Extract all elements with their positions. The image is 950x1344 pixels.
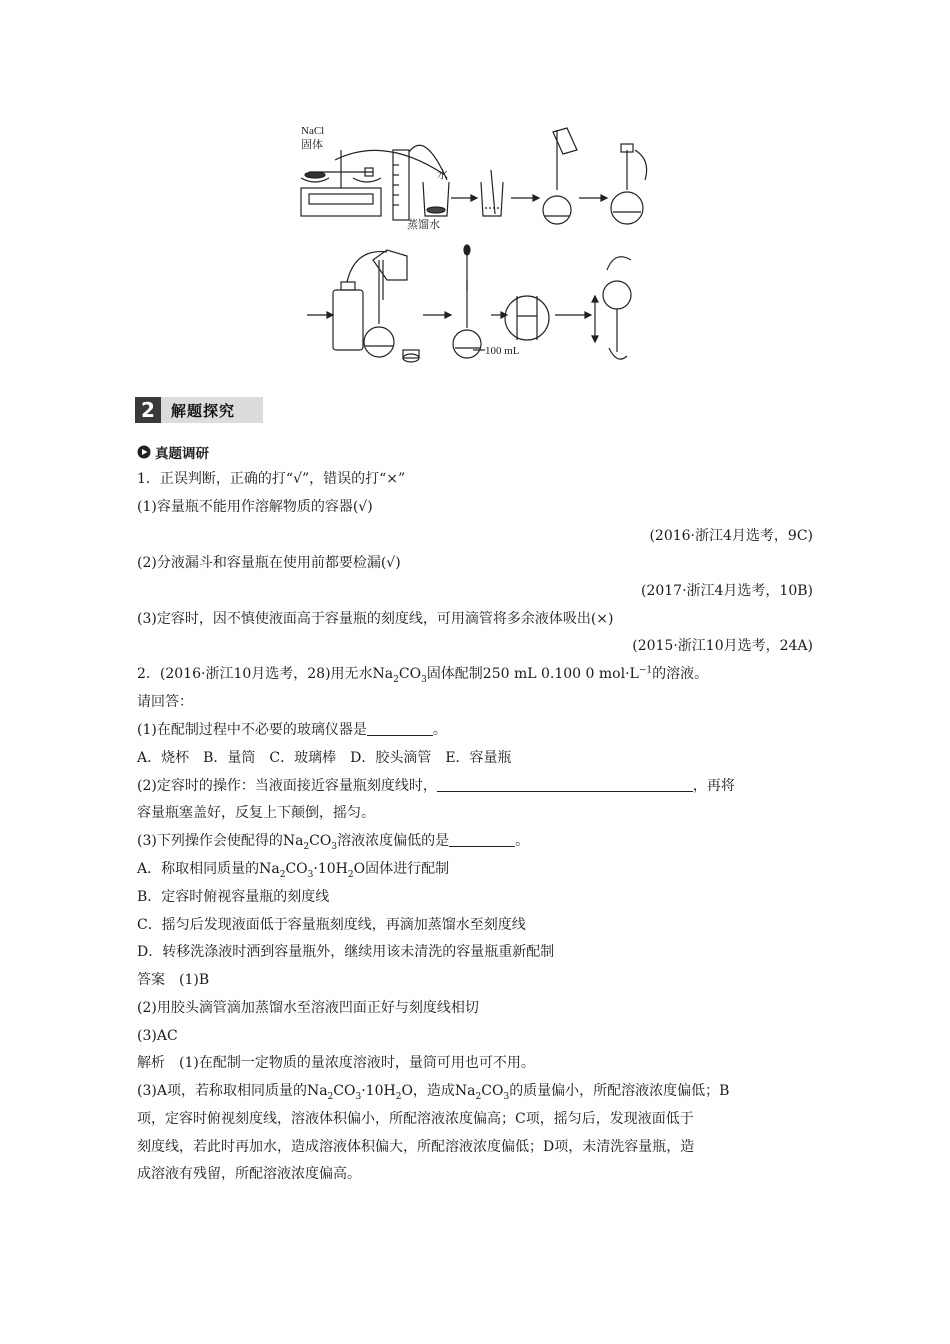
q2-option-d: D．转移洗涤液时洒到容量瓶外，继续用该未清洗的容量瓶重新配制 xyxy=(137,944,555,960)
subsection-title: 真题调研 xyxy=(155,446,209,462)
label-solid: 固体 xyxy=(301,139,323,151)
section-title: 解题探究 xyxy=(161,397,263,423)
q2-option-a: A．称取相同质量的$Na_2CO_3\cdot 10H_2O$固体进行配制 xyxy=(137,861,450,880)
dropper-flask-icon xyxy=(453,245,485,358)
flask-transfer-icon xyxy=(364,250,419,362)
balance-icon xyxy=(301,150,381,216)
q1-source-3: (2015·浙江10月选考，24A) xyxy=(632,638,813,654)
subsection-heading xyxy=(137,442,209,462)
q1-item-3: (3)定容时，因不慎使液面高于容量瓶的刻度线，可用滴管将多余液体吸出(×) xyxy=(137,611,614,627)
q1-item-2: (2)分液漏斗和容量瓶在使用前都要检漏(√) xyxy=(137,555,401,571)
q2-prompt: 请回答： xyxy=(137,694,193,710)
solution-preparation-figure xyxy=(295,120,665,380)
label-water: 水 xyxy=(437,169,448,181)
q2-stem: 2．(2016·浙江10月选考，28)用无水$Na_2CO_3$固体配制250 mL 0.100 0 $mol\cdot L^{-1}$的溶液。 xyxy=(137,665,709,685)
q1-stem: 1．正误判断，正确的打“√”，错误的打“×” xyxy=(137,471,406,487)
analysis-4: 刻度线，若此时再加水，造成溶液体积偏大，所配溶液浓度偏低；D项，未清洗容量瓶，造 xyxy=(137,1139,695,1155)
q1-item-1: (1)容量瓶不能用作溶解物质的容器(√) xyxy=(137,499,373,515)
label-nacl: NaCl xyxy=(301,125,325,137)
q1-source-2: (2017·浙江4月选考，10B) xyxy=(640,583,813,599)
transfer-arc xyxy=(335,150,445,175)
answer-blank-3 xyxy=(449,832,515,847)
q2-part-1: (1)在配制过程中不必要的玻璃仪器是 。 xyxy=(137,722,447,738)
answer-3: (3)AC xyxy=(137,1028,178,1044)
q2-part-3: (3)下列操作会使配得的$Na_2CO_3$溶液浓度偏低的是 。 xyxy=(137,833,530,852)
analysis-1: 解析 (1)在配制一定物质的量浓度溶液时，量筒可用也可不用。 xyxy=(137,1055,535,1071)
analysis-5: 成溶液有残留，所配溶液浓度偏高。 xyxy=(137,1166,361,1182)
answer-blank-1 xyxy=(367,721,433,736)
q2-part-2-cont: 容量瓶塞盖好，反复上下颠倒，摇匀。 xyxy=(137,805,375,821)
stirring-beaker-icon xyxy=(481,170,503,216)
answer-1: 答案 (1)B xyxy=(137,972,210,988)
answer-blank-2 xyxy=(437,777,693,792)
answer-2: (2)用胶头滴管滴加蒸馏水至溶液凹面正好与刻度线相切 xyxy=(137,1000,479,1016)
q2-option-c: C．摇匀后发现液面低于容量瓶刻度线，再滴加蒸馏水至刻度线 xyxy=(137,917,526,933)
play-circle-icon xyxy=(137,445,151,459)
flask-shake-icon xyxy=(611,144,647,224)
section-heading xyxy=(135,397,263,423)
meniscus-magnified-icon xyxy=(505,296,549,340)
invert-flask-icon xyxy=(603,257,631,359)
section-number: 2 xyxy=(135,397,161,423)
q1-source-1: (2016·浙江4月选考，9C) xyxy=(649,528,813,544)
beaker-icon xyxy=(423,182,449,216)
q2-option-b: B．定容时俯视容量瓶的刻度线 xyxy=(137,889,330,905)
volumetric-flask-icon xyxy=(543,128,577,224)
label-volume: 100 mL xyxy=(485,345,520,357)
q2-part-2: (2)定容时的操作：当液面接近容量瓶刻度线时， ，再将 xyxy=(137,778,735,794)
label-distilled-water: 蒸馏水 xyxy=(407,219,440,231)
analysis-3: 项，定容时俯视刻度线，溶液体积偏小，所配溶液浓度偏高；C项，摇匀后，发现液面低于 xyxy=(137,1111,694,1127)
analysis-2: (3)A项，若称取相同质量的$Na_2CO_3\cdot 10H_2O$，造成$Na_2CO_3$的质量偏小，所配溶液浓度偏低；B xyxy=(137,1083,730,1102)
q2-options-1: A．烧杯 B．量筒 C．玻璃棒 D．胶头滴管 E．容量瓶 xyxy=(137,750,512,766)
